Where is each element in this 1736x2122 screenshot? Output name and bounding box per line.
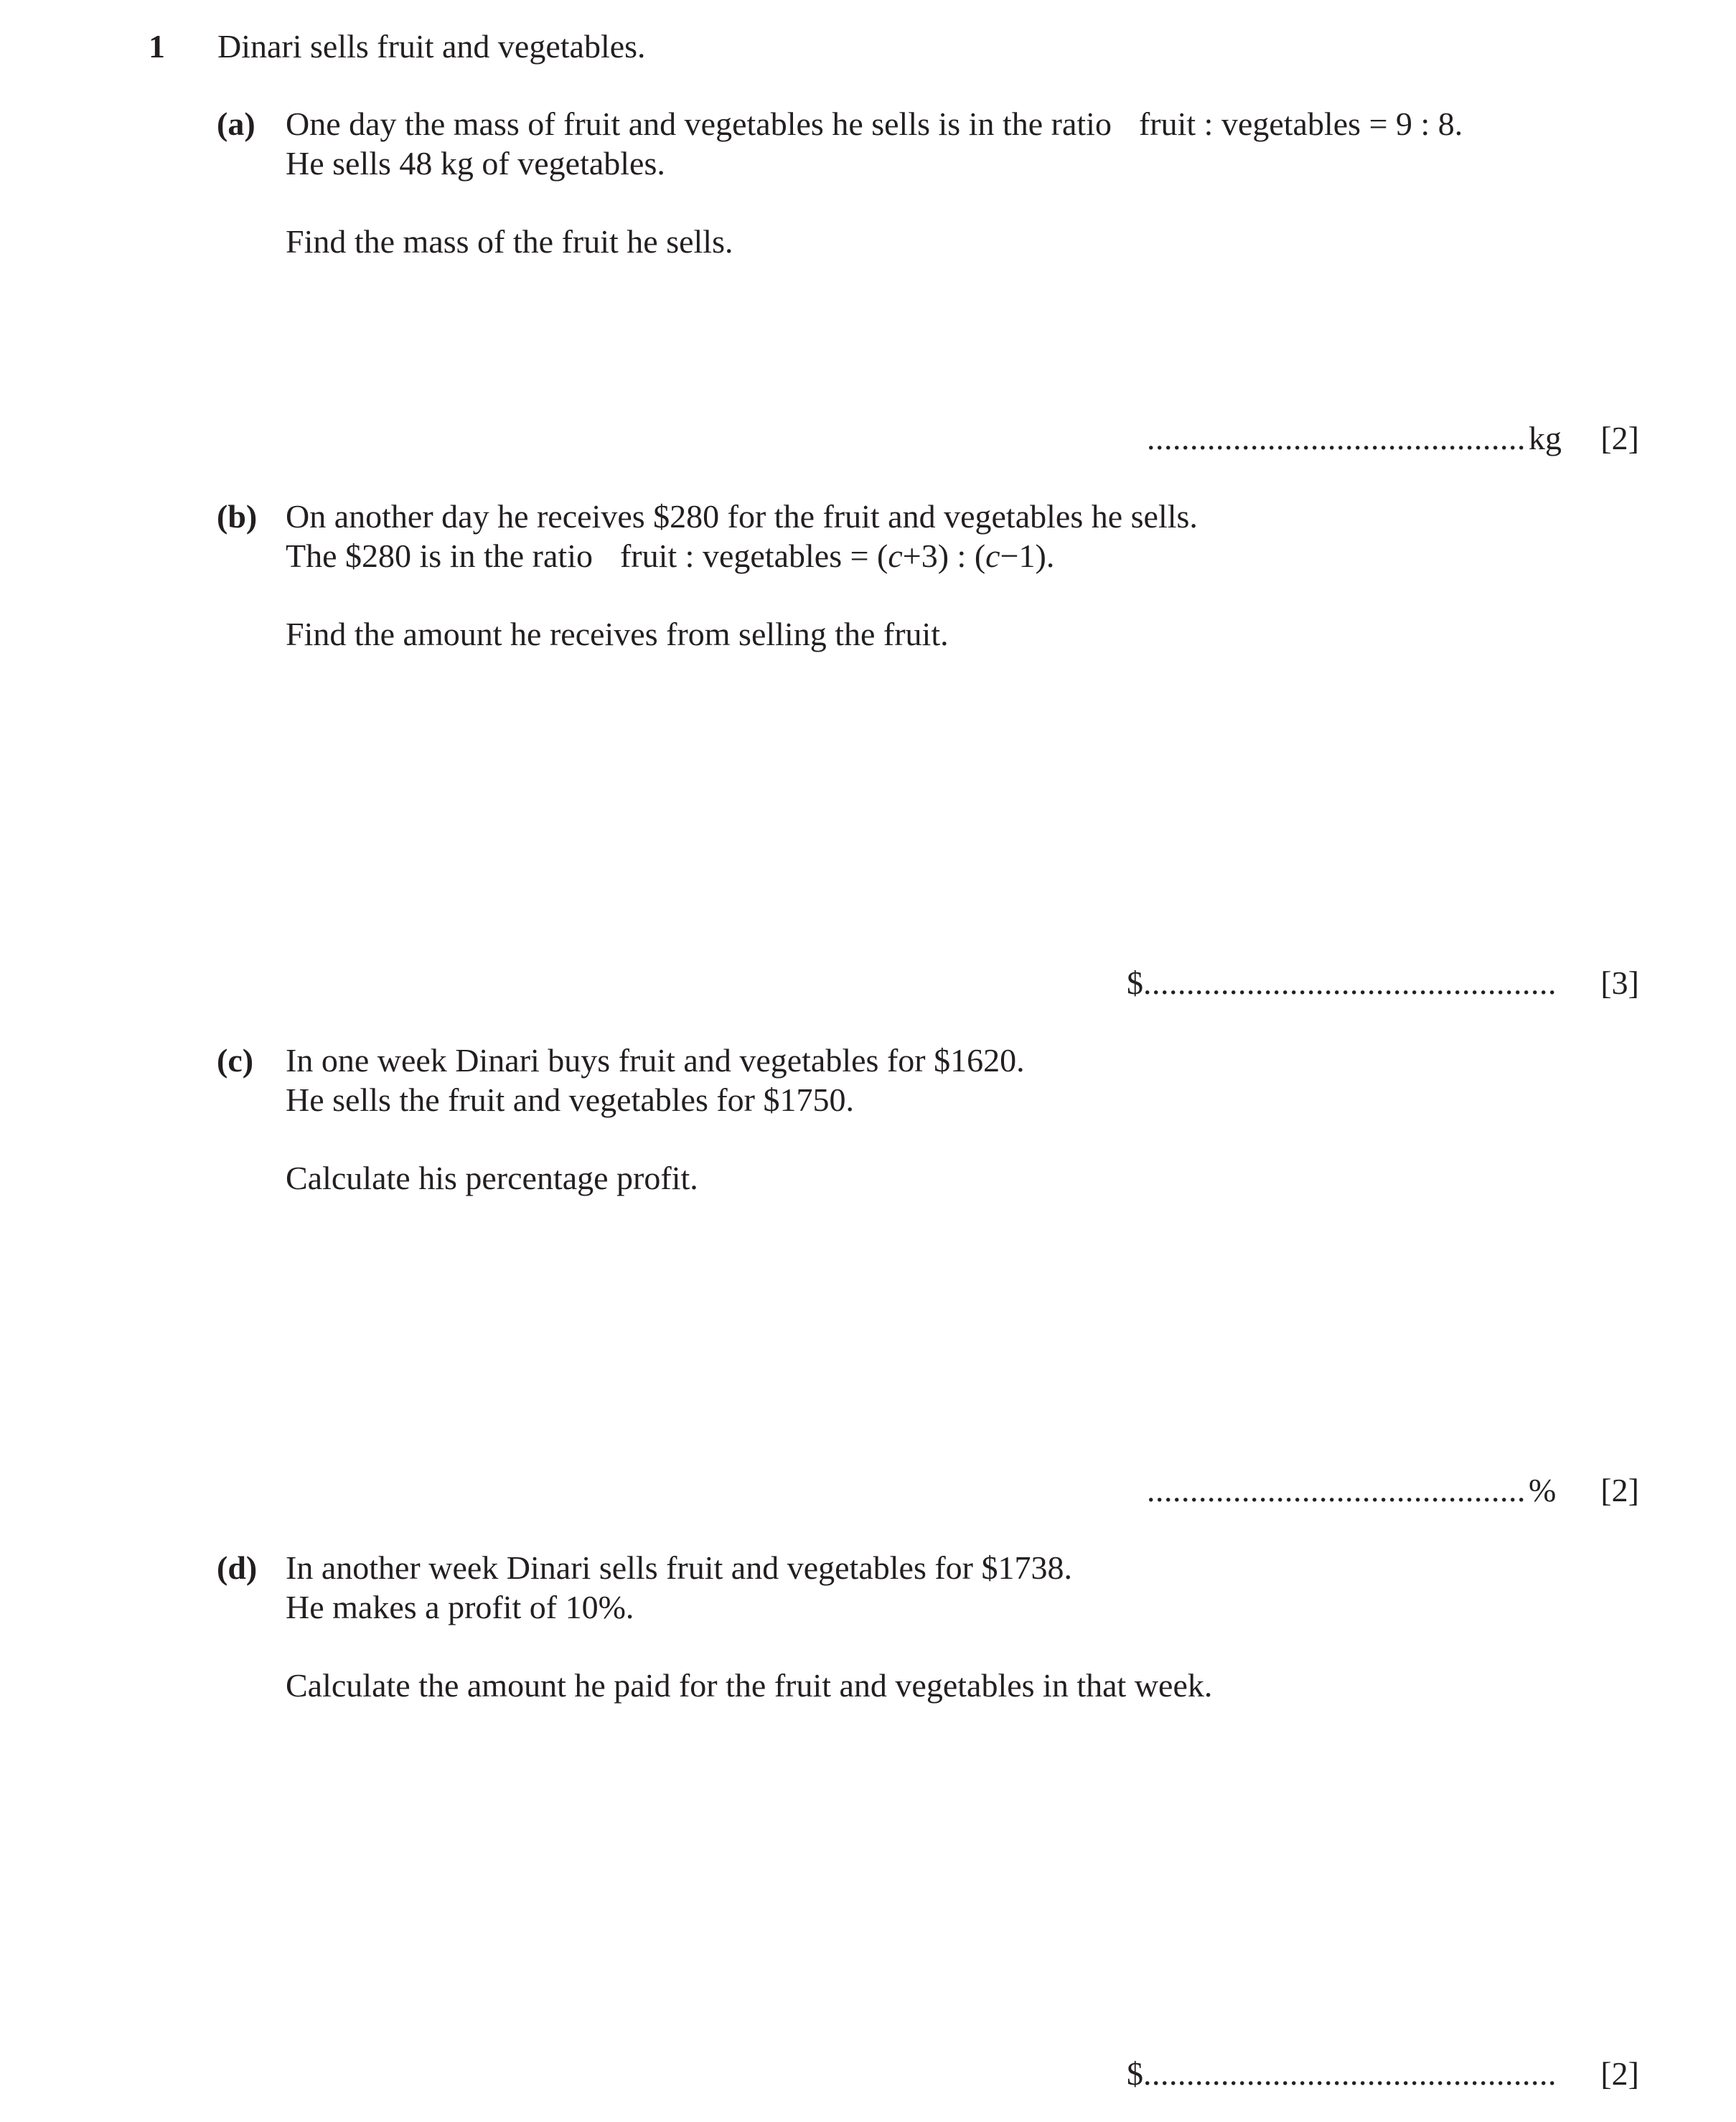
part-a-ratio: fruit : vegetables = 9 : 8. <box>1138 105 1463 142</box>
answer-prefix: $ <box>1127 964 1143 1001</box>
part-d-instruction: Calculate the amount he paid for the fruit and vegetables in that week. <box>286 1667 1213 1704</box>
part-b-instruction: Find the amount he receives from selling the fruit. <box>286 616 949 652</box>
part-c-line1: In one week Dinari buys fruit and vegetables for $1620. <box>286 1042 1025 1079</box>
marks-d: [2] <box>1600 2055 1639 2092</box>
marks-a: [2] <box>1600 420 1639 456</box>
answer-prefix: $ <box>1127 2055 1143 2092</box>
variable-c: c <box>985 537 1000 574</box>
part-c-instruction: Calculate his percentage profit. <box>286 1160 698 1196</box>
part-a-line2: He sells 48 kg of vegetables. <box>286 145 665 182</box>
answer-dots: ................................................ <box>1143 2055 1557 2092</box>
part-b-ratio-a: fruit : vegetables = ( <box>619 537 888 574</box>
answer-field-a[interactable] <box>1147 422 1562 455</box>
answer-field-c[interactable] <box>1147 1474 1556 1507</box>
variable-c: c <box>888 537 903 574</box>
marks-c: [2] <box>1600 1472 1639 1508</box>
part-b-line1: On another day he receives $280 for the fruit and vegetables he sells. <box>286 498 1198 535</box>
part-label-b: (b) <box>217 498 258 535</box>
part-label-a: (a) <box>217 105 255 142</box>
part-label-c: (c) <box>217 1042 254 1079</box>
marks-b: [3] <box>1600 964 1639 1001</box>
answer-dots: ............................................ <box>1147 420 1526 456</box>
part-b-ratio-c: −1). <box>1000 537 1055 574</box>
part-a-instruction: Find the mass of the fruit he sells. <box>286 223 733 260</box>
part-label-d: (d) <box>217 1549 258 1586</box>
part-b-line2 <box>286 537 1055 574</box>
part-b-line2-text: The $280 is in the ratio <box>286 537 593 574</box>
part-a-line1-text: One day the mass of fruit and vegetables he sells is in the ratio <box>286 105 1112 142</box>
question-number: 1 <box>149 28 165 65</box>
question-stem: Dinari sells fruit and vegetables. <box>217 28 646 65</box>
part-b-ratio-b: +3) : ( <box>902 537 986 574</box>
part-a-line1 <box>286 105 1463 142</box>
part-d-line2: He makes a profit of 10%. <box>286 1589 634 1625</box>
part-c-line2: He sells the fruit and vegetables for $1750. <box>286 1081 854 1118</box>
answer-dots: ................................................ <box>1143 964 1557 1001</box>
answer-unit: % <box>1529 1472 1557 1508</box>
answer-field-b[interactable] <box>1127 964 1557 1001</box>
answer-dots: ............................................ <box>1147 1472 1526 1508</box>
answer-field-d[interactable] <box>1127 2057 1557 2090</box>
answer-unit: kg <box>1529 420 1562 456</box>
part-d-line1: In another week Dinari sells fruit and vegetables for $1738. <box>286 1549 1072 1586</box>
